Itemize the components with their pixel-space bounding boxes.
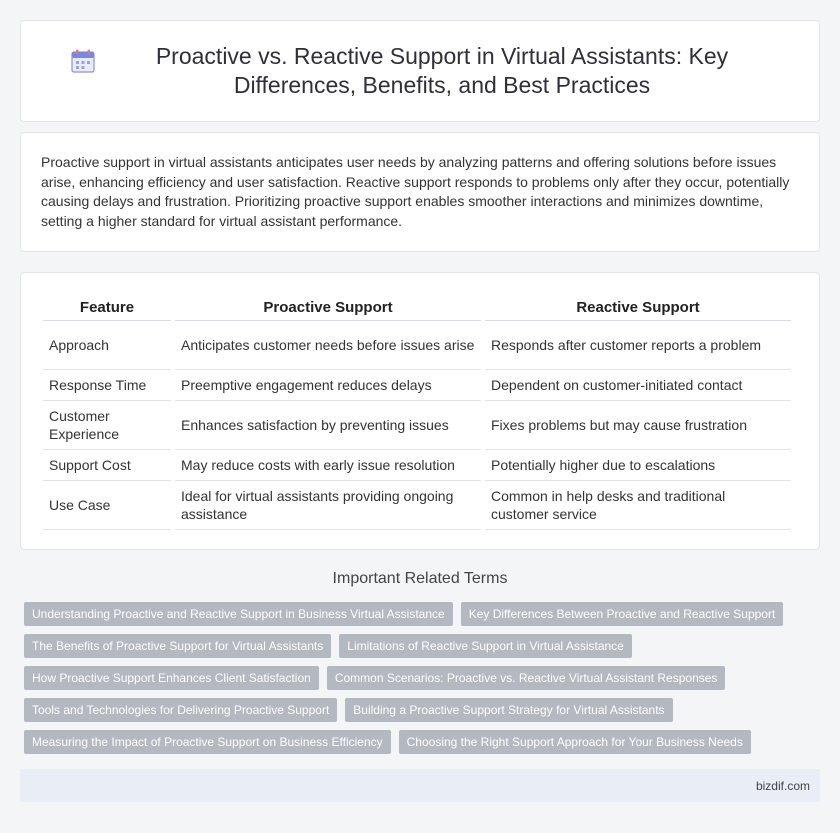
feature-cell: Customer Experience: [43, 401, 171, 450]
related-term-tag[interactable]: Limitations of Reactive Support in Virtual Assistance: [339, 634, 632, 658]
header-proactive: Proactive Support: [175, 295, 481, 321]
proactive-cell: Ideal for virtual assistants providing ongoing assistance: [175, 481, 481, 530]
title-card: [20, 20, 820, 122]
reactive-cell: Responds after customer reports a problem: [485, 321, 791, 370]
related-term-tag[interactable]: Common Scenarios: Proactive vs. Reactive Virtual Assistant Responses: [327, 666, 726, 690]
related-term-tag[interactable]: The Benefits of Proactive Support for Virtual Assistants: [24, 634, 331, 658]
intro-paragraph: Proactive support in virtual assistants anticipates user needs by analyzing patterns and offering solutions before issues arise, enhancing efficiency and user satisfaction. Reactive support responds to problems only after they occur, potentially causing delays and frustration. Prioritizing proactive support enables smoother interactions and minimizes downtime, setting a higher standard for virtual assistant performance.: [41, 154, 790, 229]
feature-cell: Use Case: [43, 481, 171, 530]
feature-cell: Support Cost: [43, 450, 171, 481]
proactive-cell: Anticipates customer needs before issues arise: [175, 321, 481, 370]
reactive-cell: Dependent on customer-initiated contact: [485, 370, 791, 401]
feature-cell: Approach: [43, 321, 171, 370]
header-reactive: Reactive Support: [485, 295, 791, 321]
related-term-tag[interactable]: Measuring the Impact of Proactive Support on Business Efficiency: [24, 730, 391, 754]
footer-site-link[interactable]: bizdif.com: [755, 778, 810, 793]
reactive-cell: Fixes problems but may cause frustration: [485, 401, 791, 450]
table-row: [43, 481, 791, 530]
feature-cell: Response Time: [43, 370, 171, 401]
table-header-row: [43, 295, 791, 321]
related-terms-heading: Important Related Terms: [332, 570, 508, 587]
reactive-cell: Potentially higher due to escalations: [485, 450, 791, 481]
related-term-tag[interactable]: Building a Proactive Support Strategy for Virtual Assistants: [345, 698, 672, 722]
related-term-tag[interactable]: How Proactive Support Enhances Client Satisfaction: [24, 666, 319, 690]
intro-card: [20, 132, 820, 252]
proactive-cell: Preemptive engagement reduces delays: [175, 370, 481, 401]
comparison-table: [39, 295, 795, 530]
related-term-tag[interactable]: Understanding Proactive and Reactive Support in Business Virtual Assistance: [24, 602, 453, 626]
table-row: [43, 450, 791, 481]
table-row: [43, 321, 791, 370]
comparison-table-card: [20, 272, 820, 550]
proactive-cell: Enhances satisfaction by preventing issues: [175, 401, 481, 450]
proactive-cell: May reduce costs with early issue resolution: [175, 450, 481, 481]
table-row: [43, 370, 791, 401]
related-term-tag[interactable]: Tools and Technologies for Delivering Proactive Support: [24, 698, 337, 722]
calendar-icon: [70, 48, 96, 74]
header-feature: Feature: [43, 295, 171, 321]
related-term-tag[interactable]: Key Differences Between Proactive and Reactive Support: [461, 602, 784, 626]
page-title: Proactive vs. Reactive Support in Virtual Assistants: Key Differences, Benefits, and Best Practices: [155, 43, 729, 98]
table-row: [43, 401, 791, 450]
reactive-cell: Common in help desks and traditional customer service: [485, 481, 791, 530]
footer: [20, 769, 820, 802]
related-terms-list: [24, 602, 820, 762]
related-term-tag[interactable]: Choosing the Right Support Approach for Your Business Needs: [399, 730, 751, 754]
